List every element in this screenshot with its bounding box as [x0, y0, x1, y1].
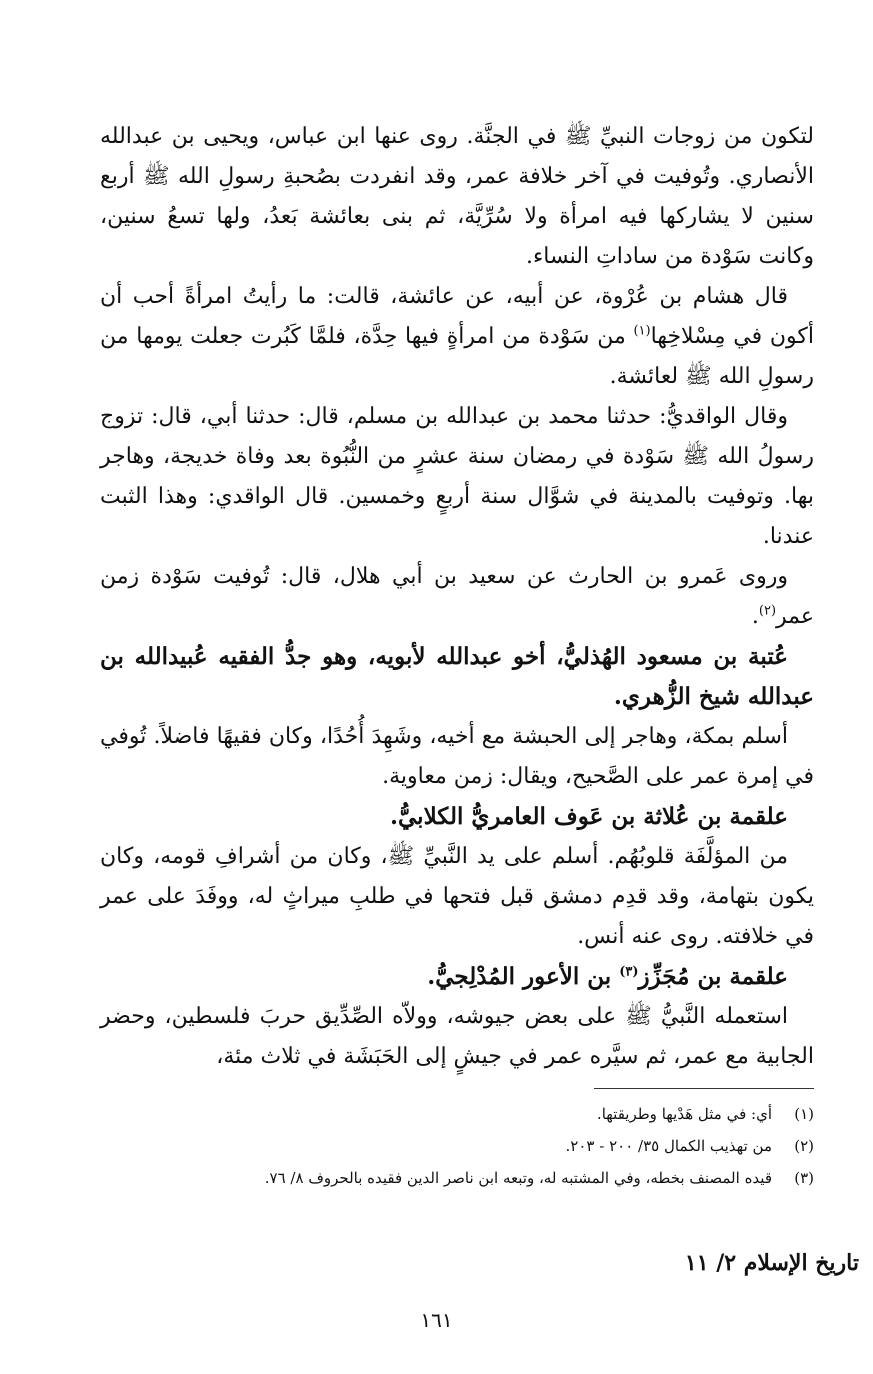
footnote-3 — [100, 1162, 814, 1194]
footnote-text: من تهذيب الكمال ٣٥/ ٢٠٠ - ٢٠٣. — [565, 1137, 772, 1155]
entry-heading-utba: عُتبة بن مسعود الهُذليُّ، أخو عبدالله لأبويه، وهو جدُّ الفقيه عُبيدالله بن عبدالله شيخ الزُّهري. — [100, 643, 814, 710]
book-signature: تاريخ الإسلام ٢/ ١١ — [684, 1250, 859, 1276]
footnote-2 — [100, 1130, 814, 1162]
footnote-ref-3[interactable]: (٣) — [619, 964, 639, 980]
footnotes — [100, 1098, 814, 1194]
paragraph-waqidi-narration: وقال الواقديُّ: حدثنا محمد بن عبدالله بن مسلم، قال: حدثنا أبي، قال: تزوج رسولُ الله ﷺ سَوْدة في رمضان سنة عشرٍ من النُّبُوة بعد وفاة خديجة، وهاجر بها. وتوفيت بالمدينة في شوَّال سنة أربعٍ وخمسين. قال الواقدي: وهذا الثبت عندنا. — [100, 404, 814, 549]
footnote-ref-1[interactable]: (١) — [633, 323, 651, 339]
footnote-text: قيده المصنف بخطه، وفي المشتبه له، وتبعه ابن ناصر الدين فقيده بالحروف ٨/ ٧٦. — [264, 1169, 772, 1187]
paragraph-alqama-mujazziz-bio: استعمله النَّبيُّ ﷺ على بعض جيوشه، وولاّه الصِّدِّيق حربَ فلسطين، وحضر الجابية مع عمر، ثم سيَّره عمر في جيشٍ إلى الحَبَشَة في ثلاث مئة، — [100, 1004, 814, 1069]
heading-text: بن الأعور المُدْلِجيُّ. — [427, 963, 620, 990]
paragraph-text: وروى عَمرو بن الحارث عن سعيد بن أبي هلال، قال: تُوفيت سَوْدة زمن عمر — [100, 564, 814, 629]
paragraph-sawda-bio: لتكون من زوجات النبيِّ ﷺ في الجنَّة. روى عنها ابن عباس، ويحيى بن عبدالله الأنصاري. وتُوفيت في آخر خلافة عمر، وقد انفردت بصُحبةِ رسولِ الله ﷺ أربع سنين لا يشاركها فيه امرأة ولا سُرِّيَّة، ثم بنى بعائشة بَعدُ، ولها تسعُ سنين، وكانت سَوْدة من ساداتِ النساء. — [100, 124, 814, 269]
paragraph-alqama-ulatha-bio: من المؤلَّفَة قلوبُهُم. أسلم على يد النَّبيِّ ﷺ، وكان من أشرافِ قومه، وكان يكون بتهامة، وقد قدِم دمشق قبل فتحها في طلبِ ميراثٍ له، ووفَدَ على عمر في خلافته. روى عنه أنس. — [100, 844, 814, 949]
paragraph-text: قال هشام بن عُرْوة، عن أبيه، عن عائشة، قالت: ما رأيتُ امرأةً أحب أن أكون في مِسْلاخِها — [100, 284, 814, 349]
paragraph-text: من سَوْدة من امرأةٍ فيها حِدَّة، فلمَّا كَبُرت جعلت يومها من رسولِ الله ﷺ لعائشة. — [100, 324, 814, 389]
footnote-ref-2[interactable]: (٢) — [758, 603, 777, 619]
footnote-number: (٣) — [794, 1169, 814, 1187]
main-text — [100, 117, 814, 1077]
heading-text: علقمة بن مُجَزِّز — [638, 963, 788, 990]
paragraph-amr-narration — [100, 557, 814, 637]
footnote-text: أي: في مثل هَدْيها وطريقتها. — [596, 1105, 772, 1123]
entry-heading-alqama-ulatha: علقمة بن عُلاثة بن عَوف العامريُّ الكلابيُّ. — [389, 803, 788, 830]
paragraph-hisham-narration — [100, 277, 814, 397]
paragraph-text: . — [751, 604, 759, 629]
page-number: ١٦١ — [420, 1308, 453, 1332]
entry-heading-alqama-mujazziz — [100, 957, 814, 997]
paragraph-utba-bio: أسلم بمكة، وهاجر إلى الحبشة مع أخيه، وشَهِدَ أُحُدًا، وكان فقيهًا فاضلاً. تُوفي في إمرة عمر على الصَّحيح، ويقال: زمن معاوية. — [100, 724, 814, 789]
footnote-number: (٢) — [794, 1137, 814, 1155]
footnote-1 — [100, 1098, 814, 1130]
footnote-number: (١) — [794, 1105, 814, 1123]
footnote-divider — [594, 1088, 814, 1089]
